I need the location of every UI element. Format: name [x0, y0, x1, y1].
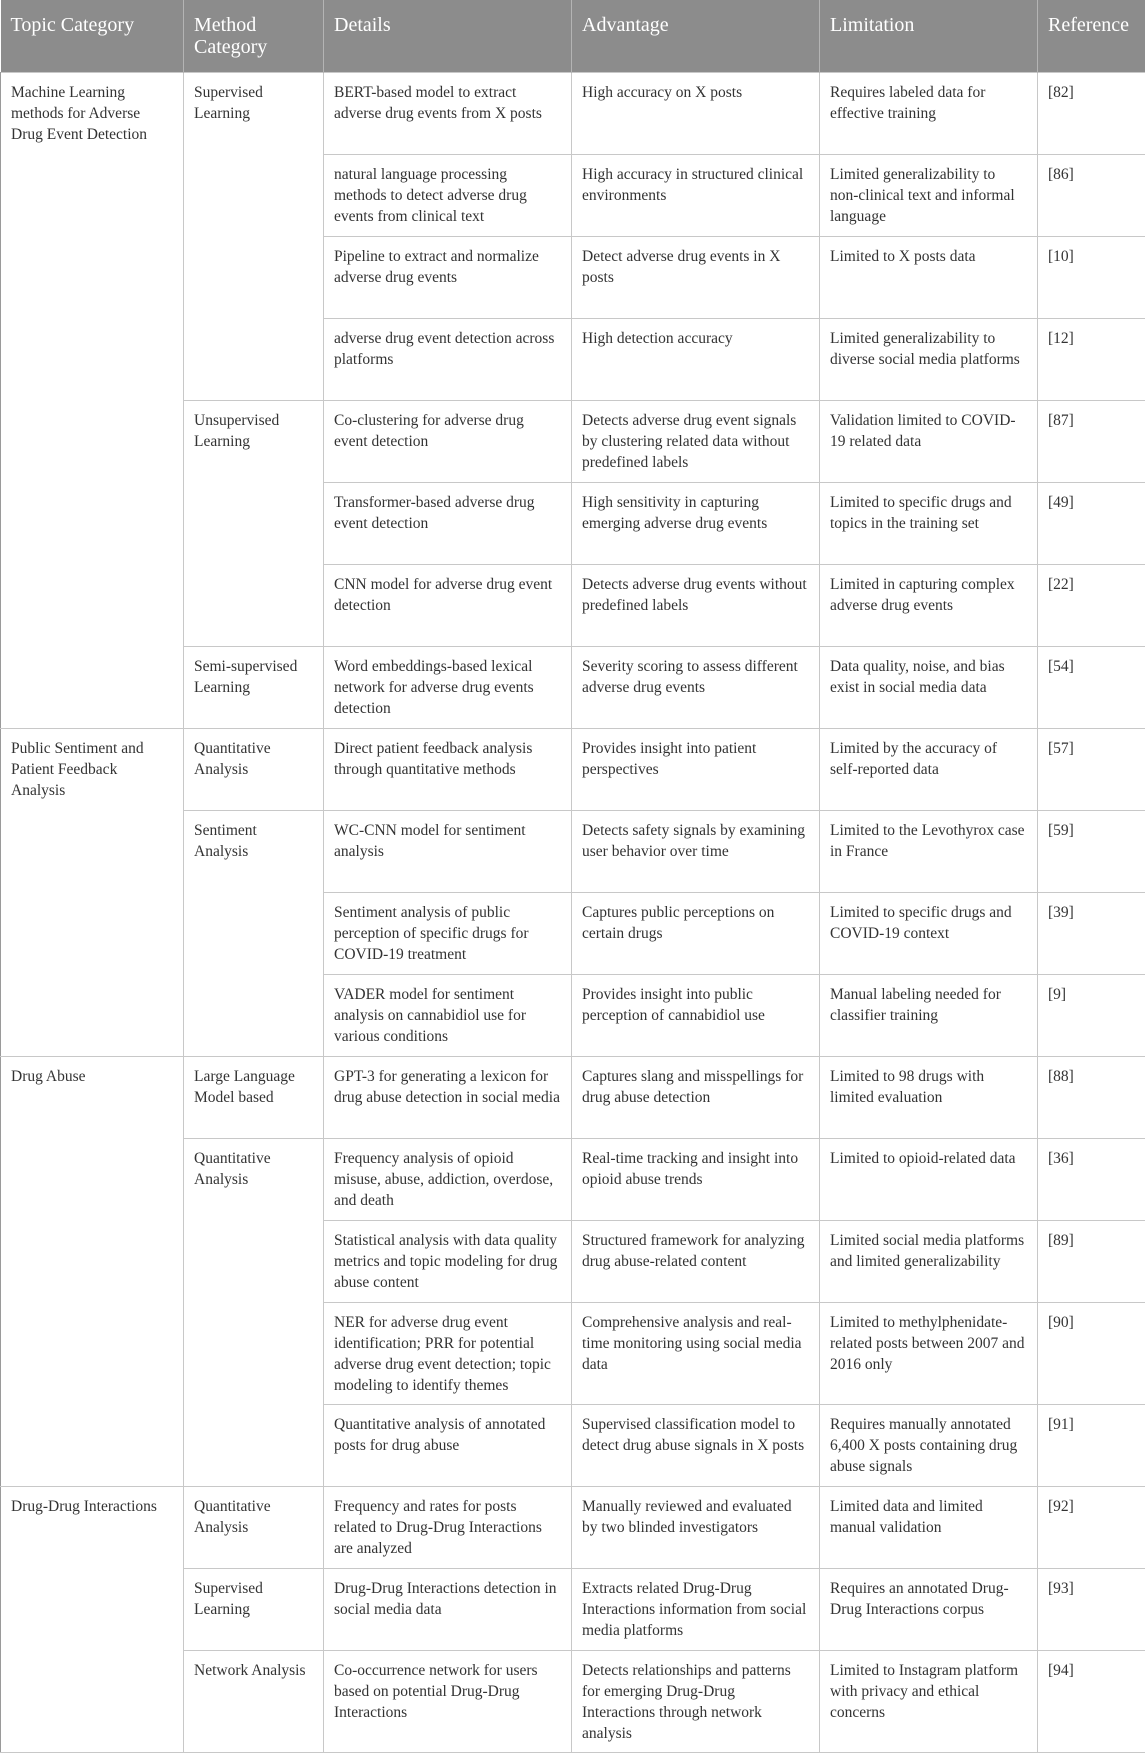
reference-cell: [54]	[1038, 647, 1145, 729]
details-cell: GPT-3 for generating a lexicon for drug abuse detection in social media	[324, 1057, 572, 1139]
details-cell: adverse drug event detection across platforms	[324, 319, 572, 401]
header-method-category: Method Category	[184, 0, 324, 73]
details-cell: Transformer-based adverse drug event detection	[324, 483, 572, 565]
table-body	[1, 73, 1145, 1753]
details-cell: Pipeline to extract and normalize adverse drug events	[324, 237, 572, 319]
advantage-cell: Detects safety signals by examining user behavior over time	[572, 811, 820, 893]
header-reference: Reference	[1038, 0, 1145, 73]
details-cell: Word embeddings-based lexical network for adverse drug events detection	[324, 647, 572, 729]
advantage-cell: High detection accuracy	[572, 319, 820, 401]
table-header	[1, 0, 1145, 73]
reference-cell: [22]	[1038, 565, 1145, 647]
limitation-cell: Limited in capturing complex adverse drug events	[820, 565, 1038, 647]
limitation-cell: Limited generalizability to diverse social media platforms	[820, 319, 1038, 401]
reference-cell: [12]	[1038, 319, 1145, 401]
advantage-cell: High sensitivity in capturing emerging adverse drug events	[572, 483, 820, 565]
method-category-cell: Quantitative Analysis	[184, 729, 324, 811]
table-row	[1, 1487, 1145, 1569]
details-cell: Drug-Drug Interactions detection in social media data	[324, 1569, 572, 1651]
advantage-cell: High accuracy in structured clinical environments	[572, 155, 820, 237]
header-details: Details	[324, 0, 572, 73]
advantage-cell: Detects relationships and patterns for emerging Drug-Drug Interactions through network analysis	[572, 1651, 820, 1753]
details-cell: Sentiment analysis of public perception of specific drugs for COVID-19 treatment	[324, 893, 572, 975]
header-advantage: Advantage	[572, 0, 820, 73]
details-cell: Frequency and rates for posts related to Drug-Drug Interactions are analyzed	[324, 1487, 572, 1569]
details-cell: VADER model for sentiment analysis on cannabidiol use for various conditions	[324, 975, 572, 1057]
topic-category-cell: Drug-Drug Interactions	[1, 1487, 184, 1753]
reference-cell: [93]	[1038, 1569, 1145, 1651]
reference-cell: [36]	[1038, 1139, 1145, 1221]
topic-category-cell: Machine Learning methods for Adverse Drug Event Detection	[1, 73, 184, 729]
limitation-cell: Limited to the Levothyrox case in France	[820, 811, 1038, 893]
details-cell: BERT-based model to extract adverse drug events from X posts	[324, 73, 572, 155]
reference-cell: [39]	[1038, 893, 1145, 975]
advantage-cell: High accuracy on X posts	[572, 73, 820, 155]
reference-cell: [59]	[1038, 811, 1145, 893]
method-category-cell: Network Analysis	[184, 1651, 324, 1753]
method-category-cell: Unsupervised Learning	[184, 401, 324, 647]
advantage-cell: Real-time tracking and insight into opioid abuse trends	[572, 1139, 820, 1221]
advantage-cell: Supervised classification model to detect drug abuse signals in X posts	[572, 1405, 820, 1487]
details-cell: Frequency analysis of opioid misuse, abuse, addiction, overdose, and death	[324, 1139, 572, 1221]
advantage-cell: Detects adverse drug event signals by clustering related data without predefined labels	[572, 401, 820, 483]
limitation-cell: Manual labeling needed for classifier training	[820, 975, 1038, 1057]
advantage-cell: Provides insight into patient perspectives	[572, 729, 820, 811]
advantage-cell: Detects adverse drug events without predefined labels	[572, 565, 820, 647]
header-limitation: Limitation	[820, 0, 1038, 73]
limitation-cell: Requires an annotated Drug-Drug Interactions corpus	[820, 1569, 1038, 1651]
advantage-cell: Manually reviewed and evaluated by two blinded investigators	[572, 1487, 820, 1569]
limitation-cell: Limited data and limited manual validation	[820, 1487, 1038, 1569]
reference-cell: [90]	[1038, 1303, 1145, 1405]
method-category-cell: Large Language Model based	[184, 1057, 324, 1139]
advantage-cell: Comprehensive analysis and real-time monitoring using social media data	[572, 1303, 820, 1405]
advantage-cell: Extracts related Drug-Drug Interactions information from social media platforms	[572, 1569, 820, 1651]
method-category-cell: Quantitative Analysis	[184, 1139, 324, 1487]
details-cell: Quantitative analysis of annotated posts for drug abuse	[324, 1405, 572, 1487]
reference-cell: [88]	[1038, 1057, 1145, 1139]
limitation-cell: Limited to 98 drugs with limited evaluation	[820, 1057, 1038, 1139]
limitation-cell: Limited to specific drugs and topics in the training set	[820, 483, 1038, 565]
topic-category-cell: Drug Abuse	[1, 1057, 184, 1487]
method-category-cell: Semi-supervised Learning	[184, 647, 324, 729]
details-cell: Statistical analysis with data quality metrics and topic modeling for drug abuse content	[324, 1221, 572, 1303]
limitation-cell: Data quality, noise, and bias exist in social media data	[820, 647, 1038, 729]
details-cell: natural language processing methods to detect adverse drug events from clinical text	[324, 155, 572, 237]
details-cell: Co-occurrence network for users based on potential Drug-Drug Interactions	[324, 1651, 572, 1753]
reference-cell: [89]	[1038, 1221, 1145, 1303]
reference-cell: [87]	[1038, 401, 1145, 483]
reference-cell: [57]	[1038, 729, 1145, 811]
limitation-cell: Requires labeled data for effective training	[820, 73, 1038, 155]
limitation-cell: Limited generalizability to non-clinical text and informal language	[820, 155, 1038, 237]
reference-cell: [94]	[1038, 1651, 1145, 1753]
details-cell: Co-clustering for adverse drug event detection	[324, 401, 572, 483]
advantage-cell: Severity scoring to assess different adverse drug events	[572, 647, 820, 729]
reference-cell: [91]	[1038, 1405, 1145, 1487]
limitation-cell: Validation limited to COVID-19 related data	[820, 401, 1038, 483]
method-category-cell: Quantitative Analysis	[184, 1487, 324, 1569]
advantage-cell: Detect adverse drug events in X posts	[572, 237, 820, 319]
limitation-cell: Requires manually annotated 6,400 X posts containing drug abuse signals	[820, 1405, 1038, 1487]
details-cell: CNN model for adverse drug event detection	[324, 565, 572, 647]
reference-cell: [10]	[1038, 237, 1145, 319]
header-row	[1, 0, 1145, 73]
limitation-cell: Limited to X posts data	[820, 237, 1038, 319]
limitation-cell: Limited social media platforms and limited generalizability	[820, 1221, 1038, 1303]
limitation-cell: Limited to Instagram platform with privacy and ethical concerns	[820, 1651, 1038, 1753]
advantage-cell: Provides insight into public perception of cannabidiol use	[572, 975, 820, 1057]
table-row	[1, 729, 1145, 811]
reference-cell: [49]	[1038, 483, 1145, 565]
method-category-cell: Supervised Learning	[184, 73, 324, 401]
advantage-cell: Captures slang and misspellings for drug abuse detection	[572, 1057, 820, 1139]
reference-cell: [86]	[1038, 155, 1145, 237]
table-row	[1, 73, 1145, 155]
header-topic-category: Topic Category	[1, 0, 184, 73]
details-cell: NER for adverse drug event identification; PRR for potential adverse drug event detection; topic modeling to identify themes	[324, 1303, 572, 1405]
advantage-cell: Structured framework for analyzing drug abuse-related content	[572, 1221, 820, 1303]
limitation-cell: Limited to specific drugs and COVID-19 context	[820, 893, 1038, 975]
limitation-cell: Limited by the accuracy of self-reported data	[820, 729, 1038, 811]
details-cell: WC-CNN model for sentiment analysis	[324, 811, 572, 893]
topic-category-cell: Public Sentiment and Patient Feedback Analysis	[1, 729, 184, 1057]
reference-cell: [92]	[1038, 1487, 1145, 1569]
table-row	[1, 1057, 1145, 1139]
advantage-cell: Captures public perceptions on certain drugs	[572, 893, 820, 975]
method-category-cell: Sentiment Analysis	[184, 811, 324, 1057]
limitation-cell: Limited to methylphenidate-related posts between 2007 and 2016 only	[820, 1303, 1038, 1405]
details-cell: Direct patient feedback analysis through quantitative methods	[324, 729, 572, 811]
reference-cell: [82]	[1038, 73, 1145, 155]
reference-cell: [9]	[1038, 975, 1145, 1057]
method-category-cell: Supervised Learning	[184, 1569, 324, 1651]
limitation-cell: Limited to opioid-related data	[820, 1139, 1038, 1221]
